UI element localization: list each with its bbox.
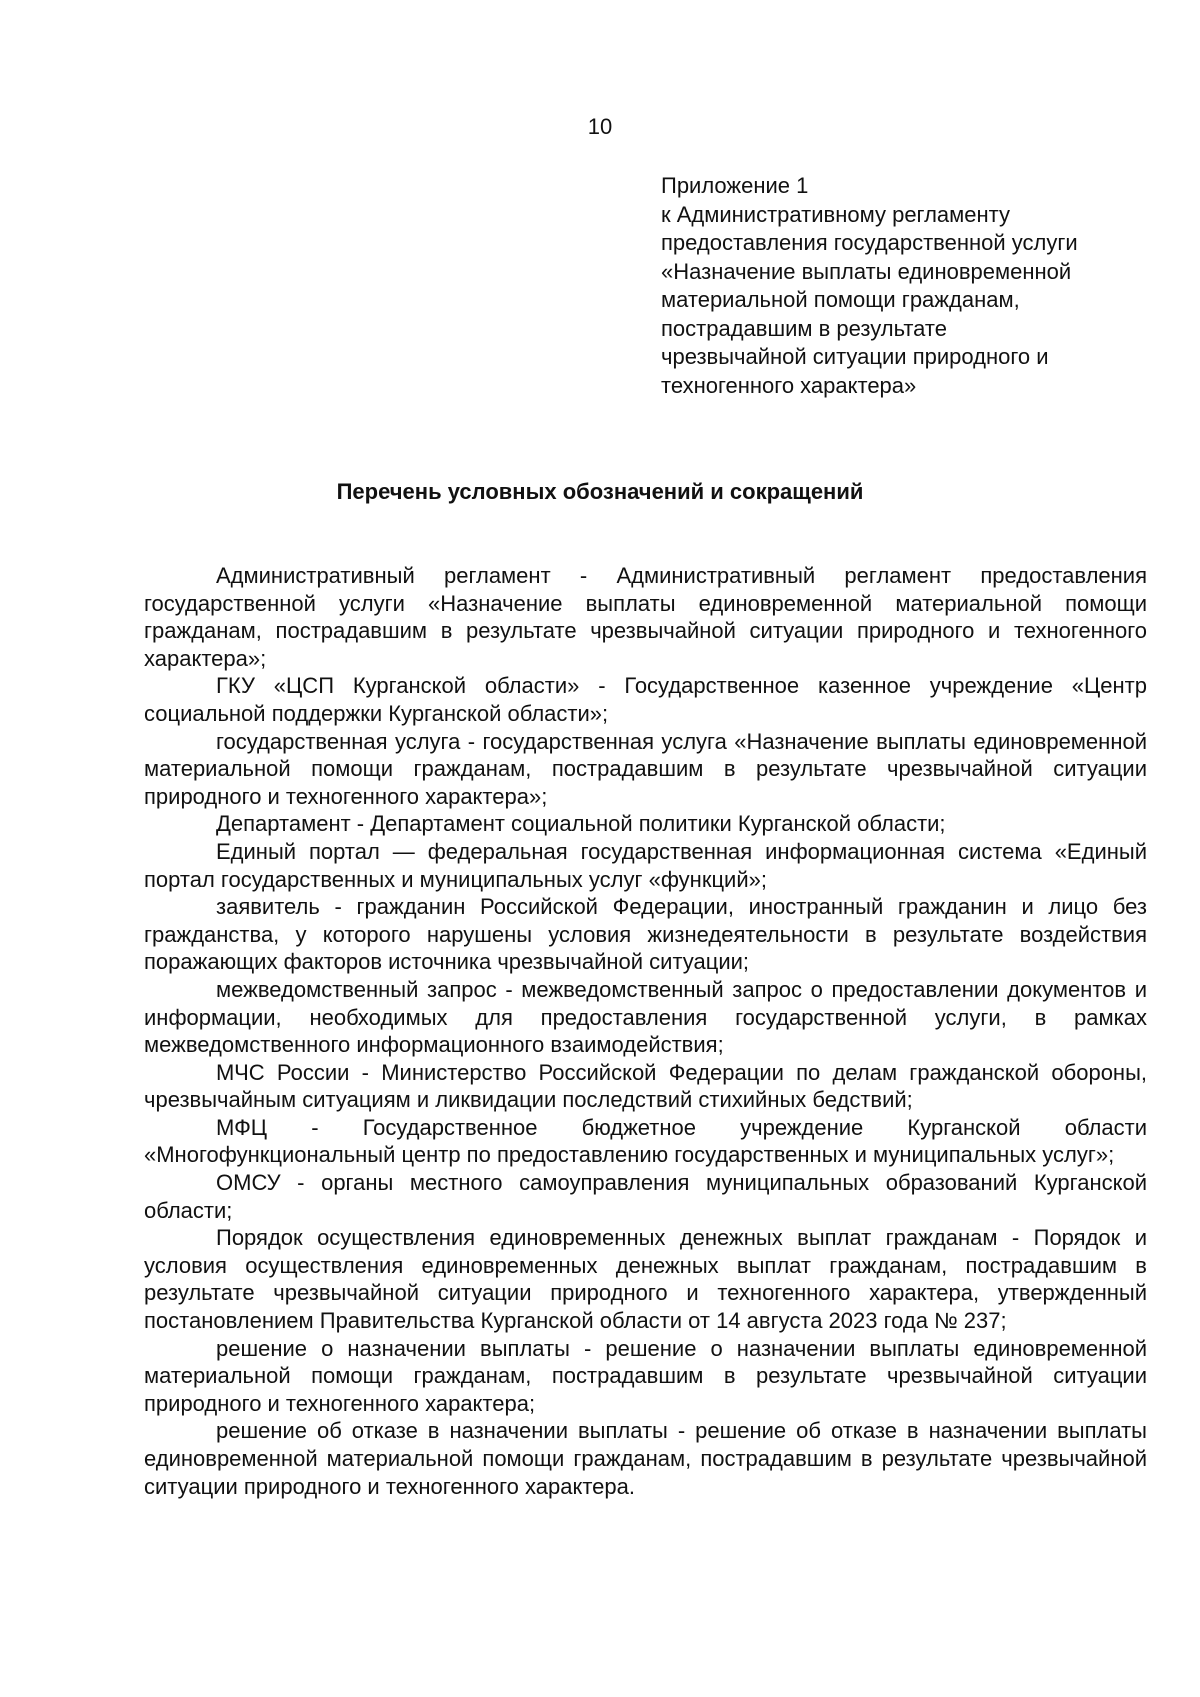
definition-paragraph: Департамент - Департамент социальной политики Курганской области; [216,811,946,837]
appendix-line: к Административному регламенту [661,201,1011,227]
document-title: Перечень условных обозначений и сокращений [336,479,864,504]
definition-paragraph: Единый портал — федеральная государственная информационная система «Единый портал государственных и муниципальных услуг «функций»; [144,838,1147,892]
definition-paragraph: ГКУ «ЦСП Курганской области» - Государственное казенное учреждение «Центр социальной поддержки Курганской области»; [144,673,1147,726]
appendix-line: чрезвычайной ситуации природного и [661,344,1049,369]
appendix-header [661,172,1161,400]
definition-paragraph: заявитель - гражданин Российской Федерации, иностранный гражданин и лицо без гражданства, у которого нарушены условия жизнедеятельности в результате воздействия поражающих факторов источника чрезвычайной ситуации; [144,894,1147,975]
appendix-line: «Назначение выплаты единовременной [661,258,1072,284]
definition-paragraph: государственная услуга - государственная услуга «Назначение выплаты единовременной материальной помощи гражданам, пострадавшим в результате чрезвычайной ситуации природного и техногенного характера»; [144,728,1147,809]
definition-paragraph: Административный регламент - Административный регламент предоставления государственной услуги «Назначение выплаты единовременной материальной помощи гражданам, пострадавшим в результате чрезвычайной ситуации природного и техногенного характера»; [144,563,1147,671]
appendix-line: материальной помощи гражданам, [661,287,1020,312]
appendix-line: предоставления государственной услуги [661,230,1078,255]
definition-paragraph: межведомственный запрос - межведомственный запрос о предоставлении документов и информации, необходимых для предоставления государственной услуги, в рамках межведомственного информационного взаимодействия; [144,976,1147,1058]
definition-paragraph: МФЦ - Государственное бюджетное учреждение Курганской области «Многофункциональный центр по предоставлению государственных и муниципальных услуг»; [144,1114,1147,1168]
definition-paragraph: МЧС России - Министерство Российской Федерации по делам гражданской обороны, чрезвычайным ситуациям и ликвидации последствий стихийных бедствий; [144,1059,1147,1113]
definition-paragraph: решение о назначении выплаты - решение о назначении выплаты единовременной материальной помощи гражданам, пострадавшим в результате чрезвычайной ситуации природного и техногенного характера; [144,1335,1147,1416]
definition-paragraph: ОМСУ - органы местного самоуправления муниципальных образований Курганской области; [144,1170,1147,1223]
definition-paragraph: решение об отказе в назначении выплаты - решение об отказе в назначении выплаты единовременной материальной помощи гражданам, пострадавшим в результате чрезвычайной ситуации природного и техногенного характера. [144,1418,1147,1499]
abbreviations-list [144,562,1147,1500]
appendix-line: Приложение 1 [661,173,809,198]
definition-paragraph: Порядок осуществления единовременных денежных выплат гражданам - Порядок и условия осуществления единовременных денежных выплат гражданам, пострадавшим в результате чрезвычайной ситуации природного и техногенного характера, утвержденный постановлением Правительства Курганской области от 14 августа 2023 года № 237; [144,1225,1147,1334]
appendix-line: техногенного характера» [661,372,917,398]
page-number: 10 [587,114,613,139]
appendix-line: пострадавшим в результате [661,315,947,341]
